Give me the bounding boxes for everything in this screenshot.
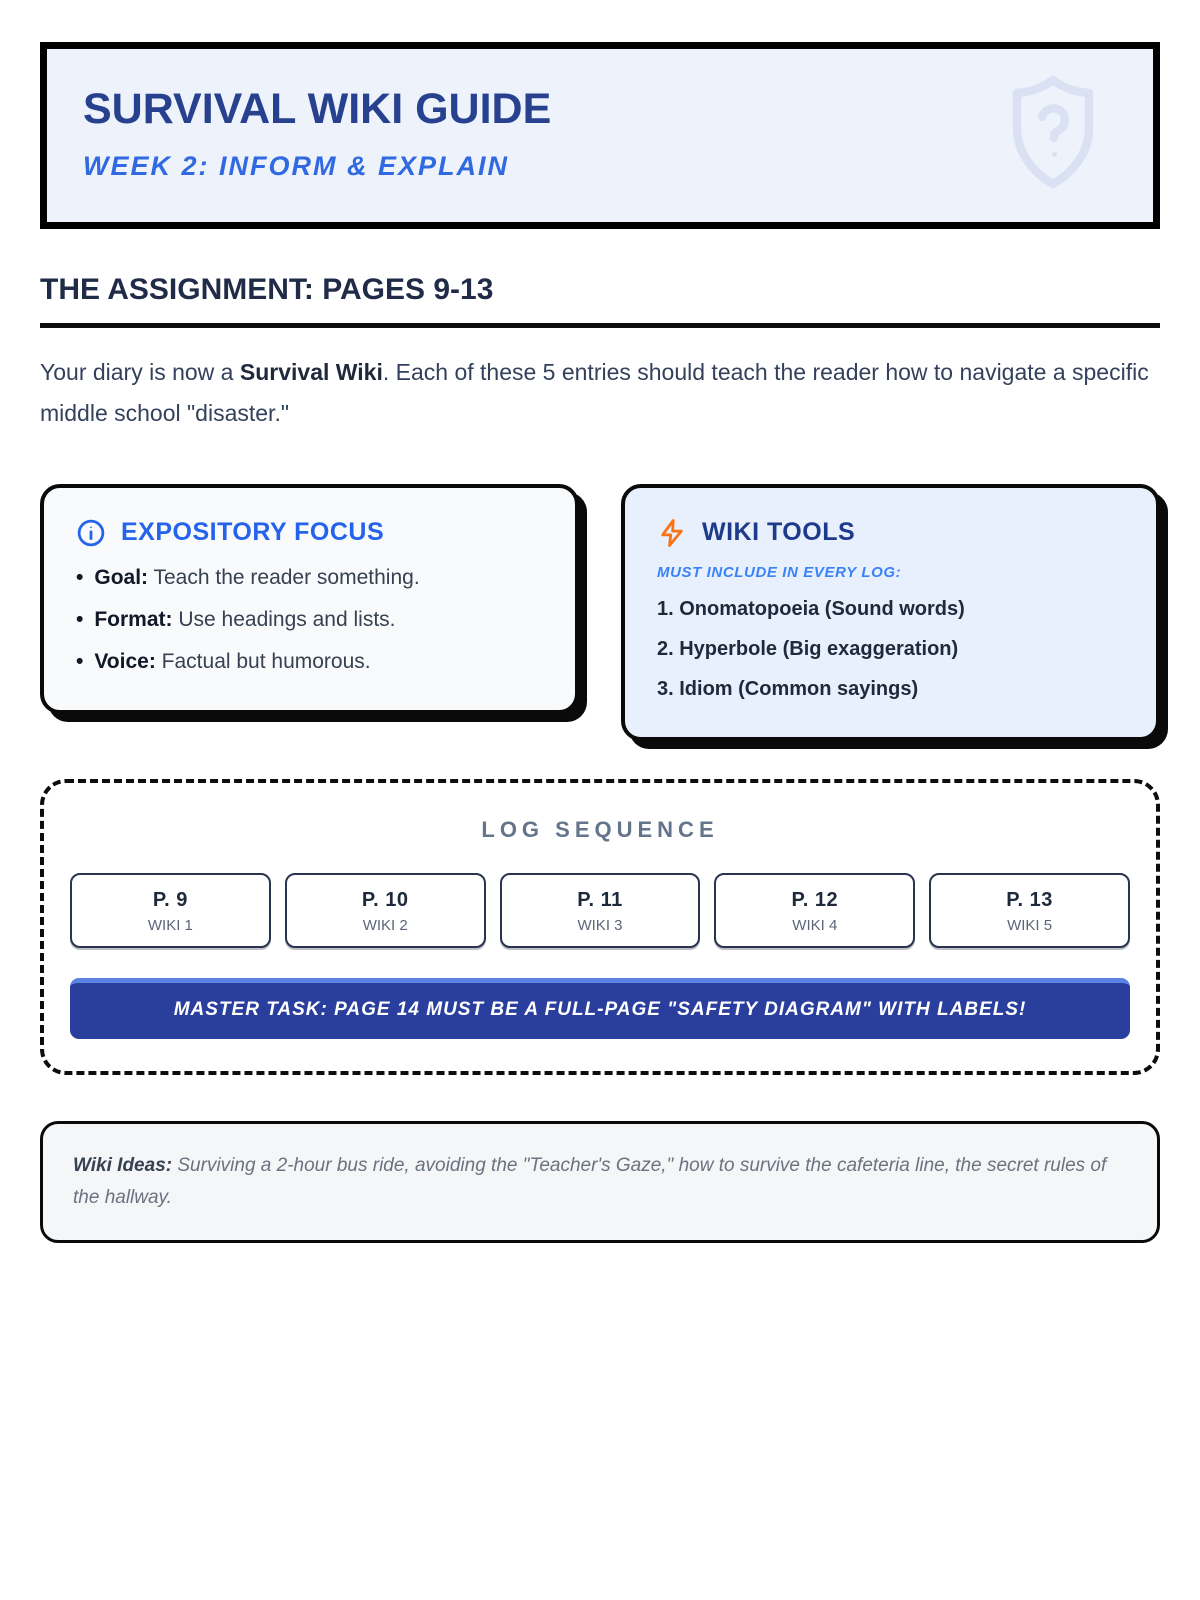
page-number: P. 12	[791, 888, 839, 911]
page-number: P. 11	[577, 888, 623, 911]
intro-text-prefix: Your diary is now a	[40, 359, 240, 385]
bullet-text: Format: Use headings and lists.	[94, 607, 396, 631]
expository-card-header	[76, 518, 543, 548]
page-card-p9	[70, 873, 271, 948]
info-cards-row	[40, 484, 1160, 741]
assignment-intro	[40, 352, 1150, 434]
bullet-text: Voice: Factual but humorous.	[94, 649, 371, 673]
list-item: 2. Hyperbole (Big exaggeration)	[657, 637, 959, 660]
page-subtitle: WEEK 2: INFORM & EXPLAIN	[83, 151, 510, 181]
assignment-heading: THE ASSIGNMENT: PAGES 9-13	[40, 273, 494, 306]
log-sequence-panel	[40, 779, 1160, 1075]
info-icon	[76, 518, 106, 548]
list-item	[76, 566, 543, 590]
wiki-ideas-note	[40, 1121, 1160, 1244]
list-item: 3. Idiom (Common sayings)	[657, 677, 919, 700]
bullet-marker: •	[76, 565, 84, 589]
bullet-marker: •	[76, 607, 84, 631]
page-card-p11	[500, 873, 701, 948]
log-sequence-pages	[70, 873, 1130, 948]
wiki-tools-card	[621, 484, 1160, 741]
must-include-label: MUST INCLUDE IN EVERY LOG:	[657, 563, 902, 581]
list-item	[76, 650, 543, 674]
expository-bullet-list	[76, 566, 543, 674]
bullet-text: Goal: Teach the reader something.	[94, 565, 420, 589]
header-banner	[40, 42, 1160, 229]
expository-card-title: EXPOSITORY FOCUS	[121, 518, 385, 547]
page-number: P. 13	[1006, 888, 1053, 911]
expository-focus-card	[40, 484, 579, 714]
page-wiki-label: WIKI 1	[147, 916, 193, 934]
intro-text-bold: Survival Wiki	[239, 359, 383, 385]
wiki-ideas-label: Wiki Ideas:	[73, 1154, 173, 1176]
intro-text-suffix: . Each of these 5 entries should teach the reader how to navigate a specific middle school "disaster."	[40, 359, 1149, 426]
log-sequence-title: LOG SEQUENCE	[481, 816, 719, 842]
page-number: P. 10	[361, 888, 409, 911]
page-card-p10	[285, 873, 486, 948]
page-card-p13	[929, 873, 1130, 948]
wiki-tools-list	[657, 598, 1124, 701]
list-item	[76, 608, 543, 632]
wiki-ideas-text: Surviving a 2-hour bus ride, avoiding the "Teacher's Gaze," how to survive the cafeteria line, the secret rules of the hallway.	[73, 1154, 1107, 1209]
wiki-tools-card-header	[657, 518, 1124, 548]
page-wiki-label: WIKI 5	[1007, 916, 1053, 934]
page-title: SURVIVAL WIKI GUIDE	[83, 85, 552, 133]
wiki-tools-card-title: WIKI TOOLS	[702, 518, 856, 547]
list-item: 1. Onomatopoeia (Sound words)	[657, 597, 965, 620]
page-wiki-label: WIKI 2	[362, 916, 408, 934]
lightning-bolt-icon	[657, 518, 687, 548]
page-number: P. 9	[152, 888, 188, 911]
bullet-marker: •	[76, 649, 84, 673]
page-wiki-label: WIKI 3	[577, 916, 623, 934]
master-task-banner: MASTER TASK: PAGE 14 MUST BE A FULL-PAGE "SAFETY DIAGRAM" WITH LABELS!	[70, 978, 1130, 1039]
shield-question-icon	[1005, 71, 1101, 193]
page-card-p12	[714, 873, 915, 948]
heading-divider	[40, 323, 1160, 328]
page-wiki-label: WIKI 4	[792, 916, 838, 934]
